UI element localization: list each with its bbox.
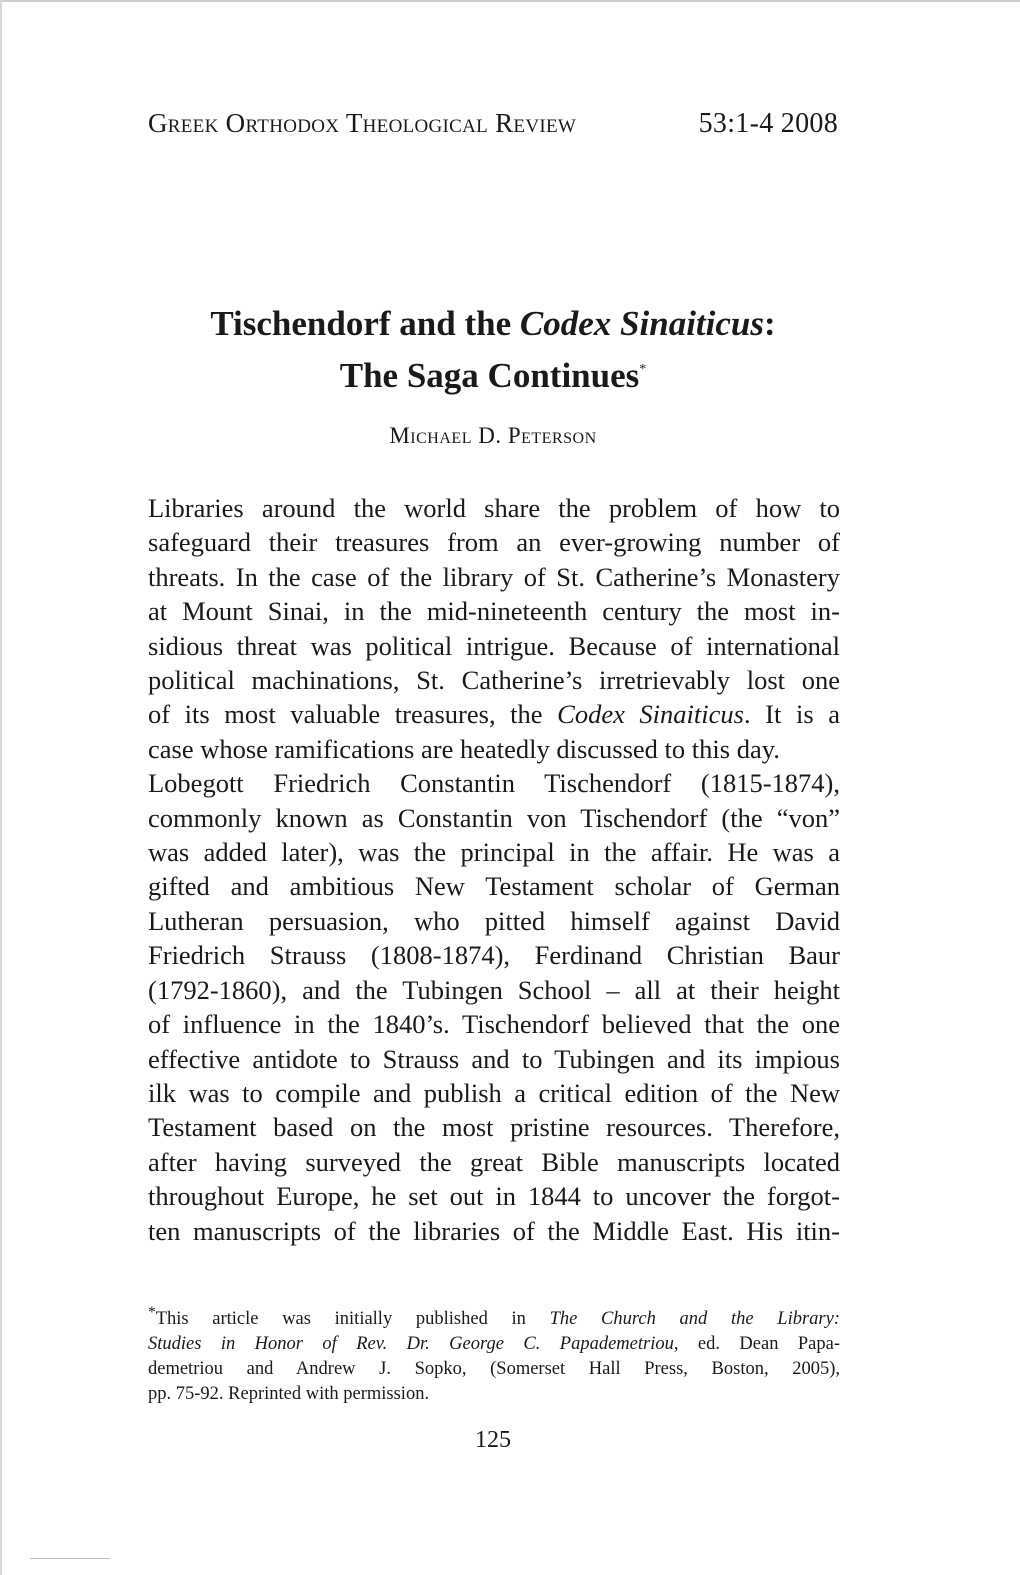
journal-name: Greek Orthodox Theological Review <box>148 108 577 138</box>
scan-edge-top <box>0 0 1020 2</box>
scan-edge-bottom <box>30 1558 110 1559</box>
scan-edge-left <box>0 0 2 1575</box>
title-line-1: Tischendorf and the Codex Sinaiticus: <box>210 304 776 343</box>
footnote-mark: * <box>148 1304 156 1321</box>
paragraph-1: Libraries around the world share the problem of how to safeguard their treasures from an ever-growing number of threats. In the case of the library of St. Catherine’s Monastery at Mount Sinai, in the mid-nineteenth century the most in- sidious threat was political intrigue. Because of international political machinations, St. Catherine’s irretrievably lost one of its most valuable treasures, the Codex Sinaiticus. It is a case whose ramifications are heatedly discussed to this day. <box>148 493 840 764</box>
article-title <box>148 301 838 399</box>
footnote-marker: * <box>639 362 647 377</box>
issue-info: 53:1-4 2008 <box>698 108 838 139</box>
page-number: 125 <box>475 1427 511 1453</box>
footnote: *This article was initially published in The Church and the Library: Studies in Honor of Rev. Dr. George C. Papademetriou, ed. Dean Papa- demetriou and Andrew J. Sopko, (Somerset Hall Press, Boston, 2005), pp. 75-92. Reprinted with permission. <box>148 1304 840 1405</box>
running-head <box>148 108 838 140</box>
article-body <box>148 491 840 1248</box>
paragraph-2: Lobegott Friedrich Constantin Tischendorf (1815-1874), commonly known as Constantin von Tischendorf (the “von” was added later), was the principal in the affair. He was a gifted and ambitious New Testament scholar of German Lutheran persuasion, who pitted himself against David Friedrich Strauss (1808-1874), Ferdinand Christian Baur (1792-1860), and the Tubingen School – all at their height of influence in the 1840’s. Tischendorf believed that the one effective antidote to Strauss and to Tubingen and its impious ilk was to compile and publish a critical edition of the New Testament based on the most pristine resources. Therefore, after having surveyed the great Bible manuscripts located throughout Europe, he set out in 1844 to uncover the forgot- ten manuscripts of the libraries of the Middle East. His itin- <box>148 768 840 1246</box>
author-name: Michael D. Peterson <box>389 423 597 448</box>
title-line-2: The Saga Continues* <box>339 356 647 395</box>
